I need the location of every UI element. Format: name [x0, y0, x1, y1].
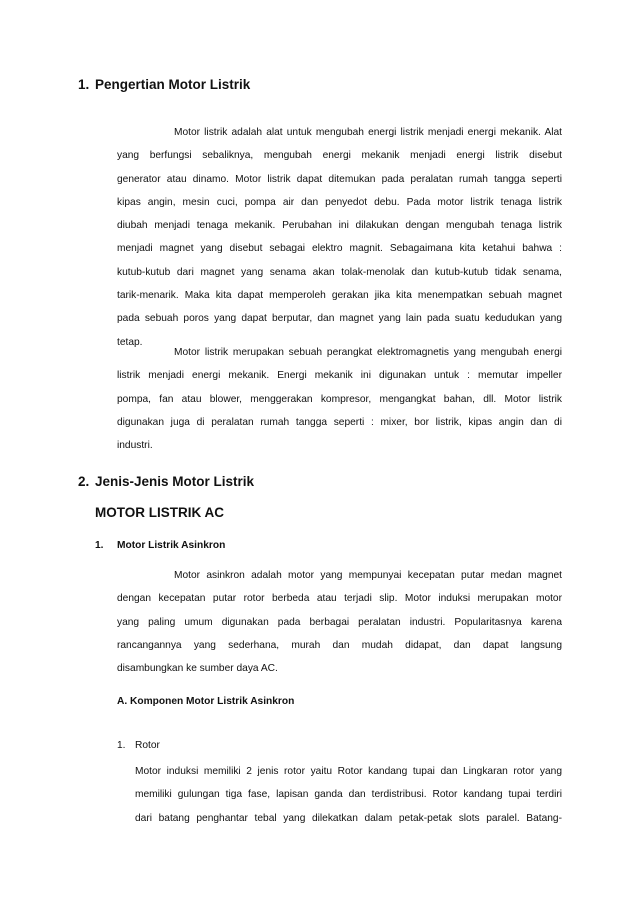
- section-1-paragraph-1: [117, 121, 562, 354]
- text-line: tarik-menarik. Maka kita dapat memperoleh gerakan jika kita menempatkan sebuah magnet: [117, 290, 562, 302]
- section-2-number: 2.: [78, 474, 90, 489]
- text-line: Motor asinkron adalah motor yang mempunyai kecepatan putar medan magnet: [174, 570, 562, 581]
- text-line: dengan kecepatan putar rotor berbeda atau terjadi slip. Motor induksi merupakan motor: [117, 593, 562, 605]
- section-1-heading: [78, 77, 250, 92]
- text-line: yang berfungsi sebaliknya, mengubah energi mekanik menjadi energi listrik disebut: [117, 150, 562, 162]
- text-line: Motor listrik merupakan sebuah perangkat elektromagnetis yang mengubah energi: [174, 347, 562, 358]
- text-line: generator atau dinamo. Motor listrik dapat ditemukan pada peralatan rumah tangga seperti: [117, 173, 562, 185]
- item-1-number: 1.: [117, 740, 126, 751]
- text-line: Motor listrik adalah alat untuk mengubah energi listrik menjadi energi mekanik. Alat: [174, 127, 562, 138]
- motor-ac-heading: MOTOR LISTRIK AC: [95, 505, 224, 520]
- sub-1-title: Motor Listrik Asinkron: [117, 540, 226, 551]
- section-1-title: Pengertian Motor Listrik: [95, 77, 251, 92]
- text-line: kipas angin, mesin cuci, pompa air dan penyedot debu. Pada motor listrik tenaga listrik: [117, 196, 562, 208]
- item-1-title: Rotor: [135, 740, 160, 751]
- text-line: tetap.: [117, 336, 143, 348]
- sub-1-heading: [95, 540, 225, 551]
- text-line: digunakan juga di peralatan rumah tangga seperti : mixer, bor listrik, kipas angin dan di: [117, 416, 562, 428]
- section-2-title: Jenis-Jenis Motor Listrik: [95, 474, 255, 489]
- rotor-paragraph: [135, 760, 562, 830]
- text-line: disambungkan ke sumber daya AC.: [117, 663, 278, 675]
- asinkron-paragraph: [117, 564, 562, 680]
- text-line: menjadi magnet yang disebut sebagai elektro magnit. Sebagaimana kita ketahui bahwa :: [117, 243, 562, 255]
- section-1-number: 1.: [78, 77, 90, 92]
- text-line: Motor induksi memiliki 2 jenis rotor yaitu Rotor kandang tupai dan Lingkaran rotor yang: [135, 766, 562, 777]
- text-line: yang paling umum digunakan pada berbagai peralatan industri. Popularitasnya karena: [117, 616, 562, 628]
- text-line: listrik menjadi energi mekanik. Energi mekanik ini digunakan untuk : memutar impeller: [117, 370, 562, 382]
- text-line: kutub-kutub dari magnet yang senama akan tolak-menolak dan kutub-kutub tidak senama,: [117, 266, 562, 278]
- sub-1-number: 1.: [95, 540, 104, 551]
- text-line: pompa, fan atau blower, menggerakan kompresor, mengangkat bahan, dll. Motor listrik: [117, 393, 562, 405]
- text-line: pada sebuah poros yang dapat berputar, dan magnet yang lain pada suatu kedudukan yang: [117, 313, 562, 325]
- text-line: dari batang penghantar tebal yang dilekatkan dalam petak-petak slots paralel. Batang-: [135, 812, 562, 824]
- item-1-heading: [117, 740, 160, 751]
- section-1-paragraph-2: [117, 341, 562, 457]
- text-line: memiliki gulungan tiga fase, lapisan ganda dan terdistribusi. Rotor kandang tupai terdiri: [135, 789, 562, 801]
- text-line: rancangannya yang sederhana, murah dan mudah didapat, dan dapat langsung: [117, 639, 562, 651]
- sub-a-heading: A. Komponen Motor Listrik Asinkron: [117, 696, 295, 707]
- text-line: diubah menjadi tenaga mekanik. Perubahan ini dilakukan dengan mengubah tenaga listrik: [117, 220, 562, 232]
- text-line: industri.: [117, 440, 153, 452]
- section-2-heading: [78, 474, 254, 489]
